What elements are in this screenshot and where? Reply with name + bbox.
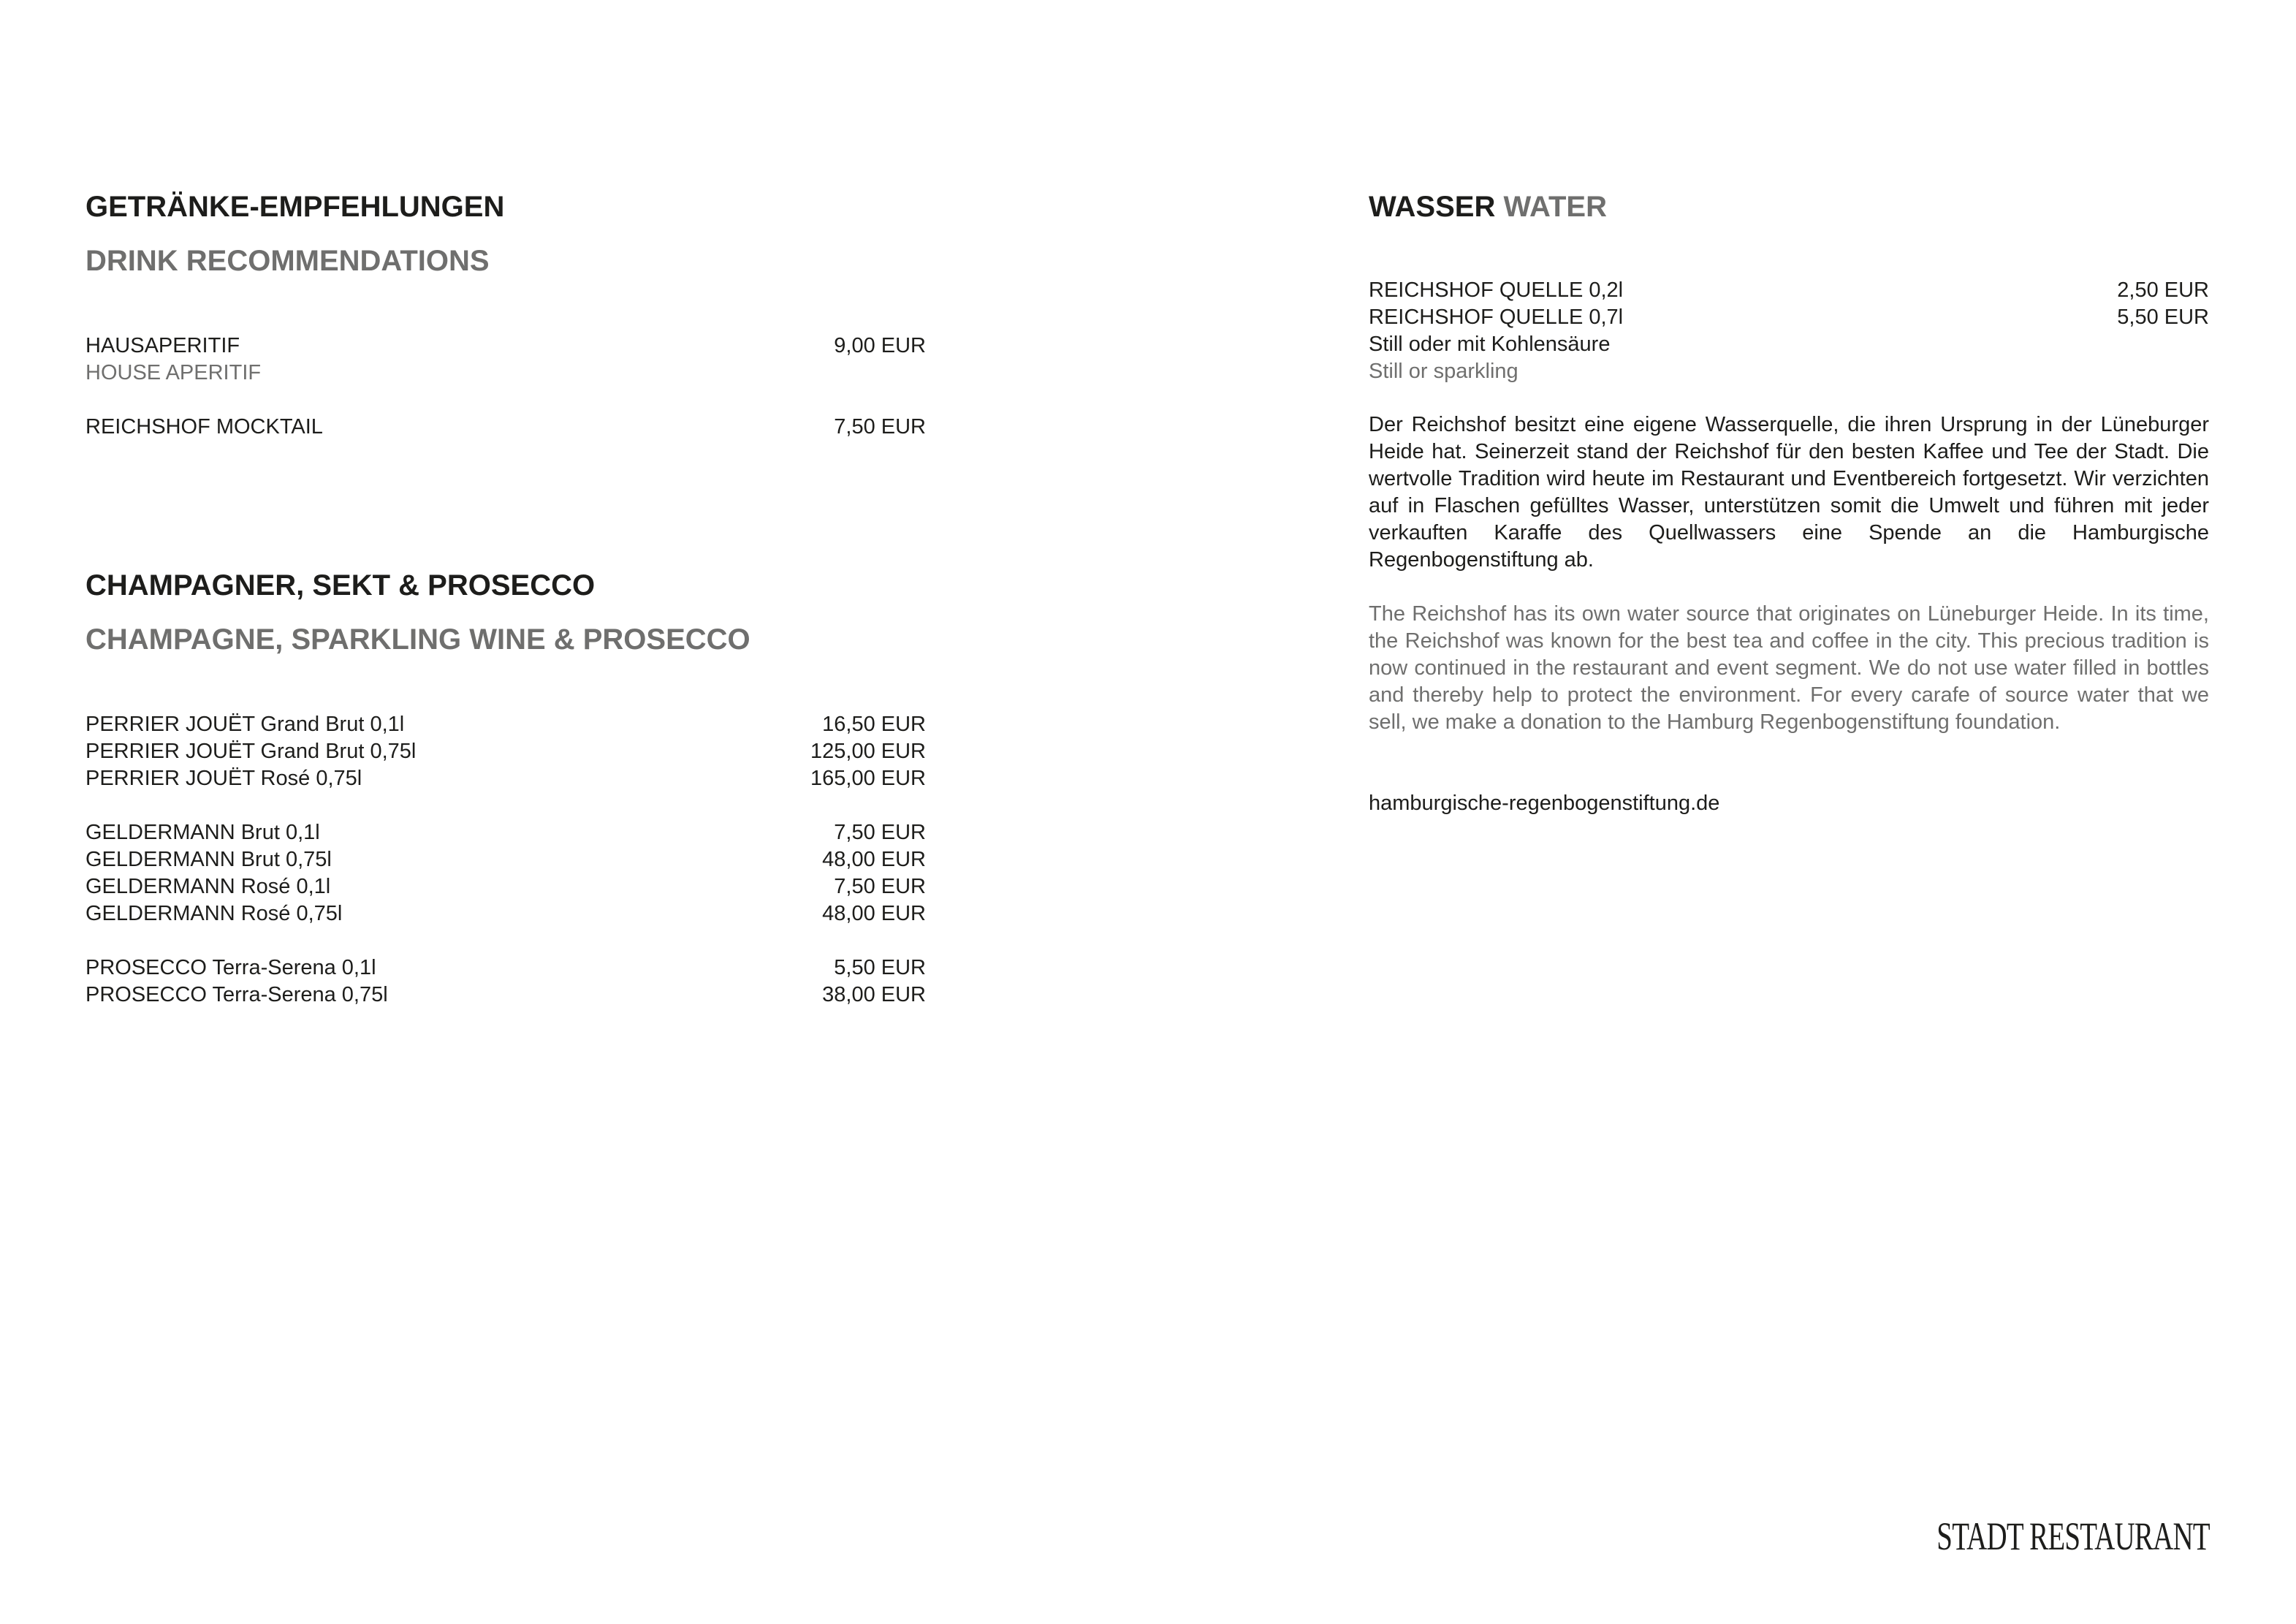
water-title-en: WATER <box>1503 191 1607 223</box>
menu-item <box>85 955 926 982</box>
item-price: 38,00 EUR <box>822 983 926 1006</box>
water-description-en: The Reichshof has its own water source that originates on Lüneburger Heide. In its time, the Reichshof was known for the best tea and coffee in the city. This precious tradition is now continued in the restaurant and event segment. We do not use water filled in bottles and thereby help to protect the environment. For every carafe of source water that we sell, we make a donation to the Hamburg Regenbogenstiftung foundation. <box>1369 602 2209 734</box>
menu-item <box>85 846 926 873</box>
menu-item-translation <box>85 360 926 387</box>
recommendations-title-en: DRINK RECOMMENDATIONS <box>85 245 490 277</box>
item-price: 7,50 EUR <box>834 821 926 844</box>
item-price: 2,50 EUR <box>2117 278 2209 302</box>
item-price: 125,00 EUR <box>810 740 926 763</box>
menu-item <box>85 900 926 927</box>
option-text-de: Still oder mit Kohlensäure <box>1369 333 1611 356</box>
menu-item <box>85 711 926 738</box>
item-name: GELDERMANN Brut 0,1l <box>85 821 320 844</box>
item-name: REICHSHOF QUELLE 0,7l <box>1369 306 1624 329</box>
water-title-de: WASSER <box>1369 191 1496 223</box>
item-name: PERRIER JOUËT Grand Brut 0,75l <box>85 740 417 763</box>
water-option-de <box>1369 331 2209 358</box>
item-name: PERRIER JOUËT Rosé 0,75l <box>85 767 362 790</box>
menu-item <box>1369 277 2209 304</box>
menu-item <box>85 738 926 765</box>
item-name: REICHSHOF MOCKTAIL <box>85 415 323 439</box>
sparkling-title-en: CHAMPAGNE, SPARKLING WINE & PROSECCO <box>85 623 750 656</box>
sparkling-title-de: CHAMPAGNER, SEKT & PROSECCO <box>85 569 596 602</box>
item-price: 7,50 EUR <box>834 415 926 439</box>
water-description-de: Der Reichshof besitzt eine eigene Wasserquelle, die ihren Ursprung in der Lüneburger Heide hat. Seinerzeit stand der Reichshof für den besten Kaffee und Tee der Stadt. Die wertvolle Tradition wird heute im Restaurant und Eventbereich fortgesetzt. Wir verzichten auf in Flaschen gefülltes Wasser, unterstützen somit die Umwelt und führen mit jeder verkauften Karaffe des Quellwassers eine Spende an die Hamburgische Regenbogenstiftung ab. <box>1369 413 2209 572</box>
item-name: PROSECCO Terra-Serena 0,75l <box>85 983 388 1006</box>
item-price: 5,50 EUR <box>834 956 926 979</box>
menu-item <box>1369 304 2209 331</box>
item-price: 7,50 EUR <box>834 875 926 898</box>
recommendations-title-de: GETRÄNKE-EMPFEHLUNGEN <box>85 191 505 223</box>
item-price: 16,50 EUR <box>822 713 926 736</box>
menu-item <box>85 982 926 1009</box>
item-price: 48,00 EUR <box>822 848 926 871</box>
water-title <box>1369 189 1607 224</box>
menu-item <box>85 333 926 360</box>
option-text-en: Still or sparkling <box>1369 360 1518 383</box>
foundation-link[interactable]: hamburgische-regenbogenstiftung.de <box>1369 792 1720 815</box>
item-price: 165,00 EUR <box>810 767 926 790</box>
item-price: 9,00 EUR <box>834 334 926 357</box>
menu-item <box>85 414 926 441</box>
item-name: PROSECCO Terra-Serena 0,1l <box>85 956 376 979</box>
stadt-restaurant-logo: STADT RESTAURANT <box>1936 1514 2210 1558</box>
menu-item <box>85 873 926 900</box>
menu-item <box>85 765 926 792</box>
water-option-en <box>1369 358 2209 385</box>
item-name: GELDERMANN Rosé 0,1l <box>85 875 331 898</box>
menu-item <box>85 819 926 846</box>
item-name: GELDERMANN Brut 0,75l <box>85 848 332 871</box>
item-name: GELDERMANN Rosé 0,75l <box>85 902 343 925</box>
item-name: HAUSAPERITIF <box>85 334 240 357</box>
item-name: PERRIER JOUËT Grand Brut 0,1l <box>85 713 405 736</box>
item-price: 48,00 EUR <box>822 902 926 925</box>
item-name: REICHSHOF QUELLE 0,2l <box>1369 278 1624 302</box>
item-price: 5,50 EUR <box>2117 306 2209 329</box>
item-name-en: HOUSE APERITIF <box>85 361 262 384</box>
